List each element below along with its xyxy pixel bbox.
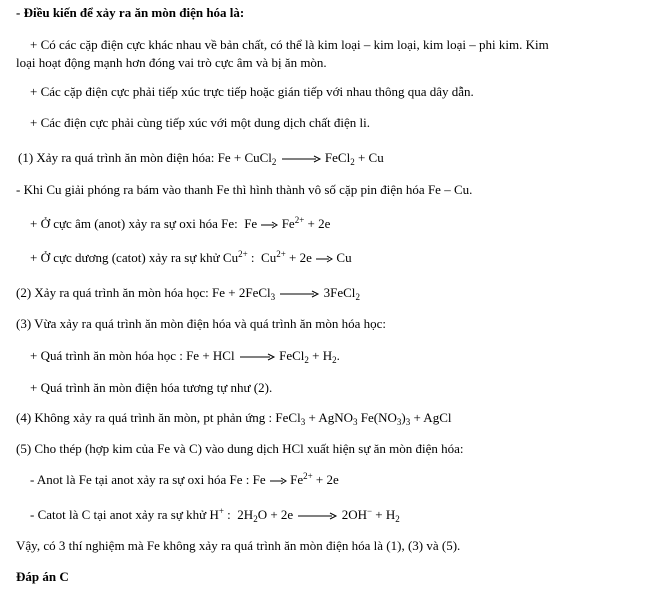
long-arrow-icon bbox=[278, 289, 320, 299]
experiment-3-electrochemical: + Quá trình ăn mòn điện hóa tương tự như (2). bbox=[30, 380, 273, 395]
experiment-1-explanation: - Khi Cu giải phóng ra bám vào thanh Fe thì hình thành vô số cặp pin điện hóa Fe – Cu. bbox=[16, 182, 473, 197]
experiment-5-statement: (5) Cho thép (hợp kim của Fe và C) vào dung dịch HCl xuất hiện sự ăn mòn điện hóa: bbox=[16, 441, 464, 456]
conclusion: Vậy, có 3 thí nghiệm mà Fe không xảy ra quá trình ăn mòn điện hóa là (1), (3) và (5). bbox=[16, 538, 461, 553]
experiment-5-cathode: - Catot là C tại anot xảy ra sự khử H+ : $2H_2O + 2e$ $2OH^- + H_2$ bbox=[30, 506, 400, 524]
experiment-1-anode: + Ở cực âm (anot) xảy ra sự oxi hóa Fe: Fe $Fe^{2+} + 2e$ bbox=[30, 215, 331, 231]
experiment-3-statement: (3) Vừa xảy ra quá trình ăn mòn điện hóa và quá trình ăn mòn hóa học: bbox=[16, 316, 386, 331]
arrow-icon bbox=[269, 476, 287, 486]
experiment-3-chemical: + Quá trình ăn mòn hóa học : Fe + HCl FeCl$_2$ + $H_2$. bbox=[30, 348, 340, 365]
answer: Đáp án C bbox=[16, 569, 69, 584]
experiment-1-equation: (1) Xảy ra quá trình ăn mòn điện hóa: Fe + CuCl$_2$ FeCl$_2$ + Cu bbox=[18, 150, 384, 167]
experiment-2-equation: (2) Xảy ra quá trình ăn mòn hóa học: Fe + 2FeCl$_3$ 3FeCl$_2$ bbox=[16, 285, 360, 302]
experiment-1-cathode: + Ở cực dương (catot) xảy ra sự khử $Cu^{2+}$ : $Cu^{2+} + 2e$ Cu bbox=[30, 249, 352, 265]
condition-3: + Các điện cực phải cùng tiếp xúc với một dung dịch chất điện li. bbox=[30, 115, 371, 130]
heading: - Điều kiến để xảy ra ăn mòn điện hóa là: bbox=[16, 5, 245, 20]
condition-1-line-1: + Có các cặp điện cực khác nhau về bản chất, có thể là kim loại – kim loại, kim loại – phi kim. Kim bbox=[30, 37, 549, 52]
experiment-5-anode: - Anot là Fe tại anot xảy ra sự oxi hóa Fe : Fe $Fe^{2+} + 2e$ bbox=[30, 471, 339, 487]
arrow-icon bbox=[315, 254, 333, 264]
condition-2: + Các cặp điện cực phải tiếp xúc trực tiếp hoặc gián tiếp với nhau thông qua dây dẫn. bbox=[30, 84, 474, 99]
long-arrow-icon bbox=[280, 154, 322, 164]
long-arrow-icon bbox=[238, 352, 276, 362]
condition-1-line-2: loại hoạt động mạnh hơn đóng vai trò cực âm và bị ăn mòn. bbox=[16, 55, 327, 70]
experiment-4-equation: (4) Không xảy ra quá trình ăn mòn, pt phản ứng : FeCl$_3$ + AgNO$_3$ $Fe(NO_3)_3$ + AgCl bbox=[16, 410, 452, 427]
long-arrow-icon bbox=[296, 511, 338, 521]
arrow-icon bbox=[260, 220, 278, 230]
